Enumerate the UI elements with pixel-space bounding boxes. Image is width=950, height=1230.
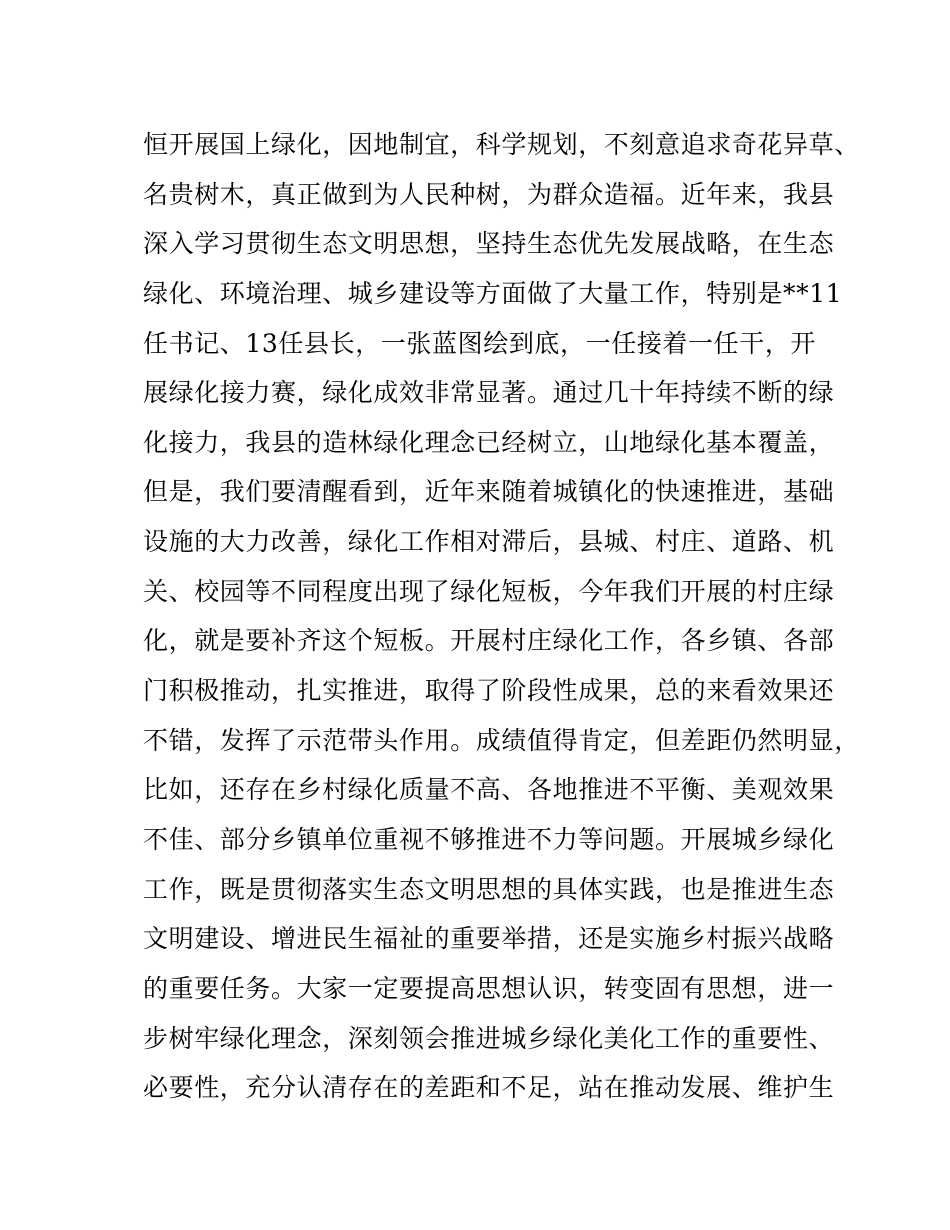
text-line: 比如，还存在乡村绿化质量不高、各地推进不平衡、美观效果 <box>143 775 835 805</box>
text-line: 绿化、环境治理、城乡建设等方面做了大量工作，特别是**11 <box>143 278 843 308</box>
text-line: 的重要任务。大家一定要提高思想认识，转变固有思想，进一 <box>143 973 835 1003</box>
text-line: 深入学习贯彻生态文明思想，坚持生态优先发展战略，在生态 <box>143 229 835 259</box>
text-line: 不错，发挥了示范带头作用。成绩值得肯定，但差距仍然明显， <box>143 725 860 755</box>
text-line: 不佳、部分乡镇单位重视不够推进不力等问题。开展城乡绿化 <box>143 824 835 854</box>
text-line: 关、校园等不同程度出现了绿化短板，今年我们开展的村庄绿 <box>143 576 835 606</box>
text-line: 步树牢绿化理念，深刻领会推进城乡绿化美化工作的重要性、 <box>143 1023 835 1053</box>
text-line: 门积极推动，扎实推进，取得了阶段性成果，总的来看效果还 <box>143 676 835 706</box>
text-line: 名贵树木，真正做到为人民种树，为群众造福。近年来，我县 <box>143 179 835 209</box>
text-line: 恒开展国上绿化，因地制宜，科学规划，不刻意追求奇花异草、 <box>143 130 860 159</box>
text-line: 展绿化接力赛，绿化成效非常显著。通过几十年持续不断的绿 <box>143 378 835 408</box>
text-line: 设施的大力改善，绿化工作相对滞后，县城、村庄、道路、机 <box>143 527 835 557</box>
text-line: 文明建设、增进民生福祉的重要举措，还是实施乡村振兴战略 <box>143 924 835 954</box>
text-line: 必要性，充分认清存在的差距和不足，站在推动发展、维护生 <box>143 1073 835 1103</box>
text-line: 任书记、13任县长，一张蓝图绘到底，一任接着一任干，开 <box>143 328 817 358</box>
text-line: 化接力，我县的造林绿化理念已经树立，山地绿化基本覆盖， <box>143 427 835 457</box>
body-paragraph <box>143 120 860 1113</box>
text-line: 化，就是要补齐这个短板。开展村庄绿化工作，各乡镇、各部 <box>143 626 835 656</box>
text-line: 工作，既是贯彻落实生态文明思想的具体实践，也是推进生态 <box>143 874 835 904</box>
text-line: 但是，我们要清醒看到，近年来随着城镇化的快速推进，基础 <box>143 477 835 507</box>
